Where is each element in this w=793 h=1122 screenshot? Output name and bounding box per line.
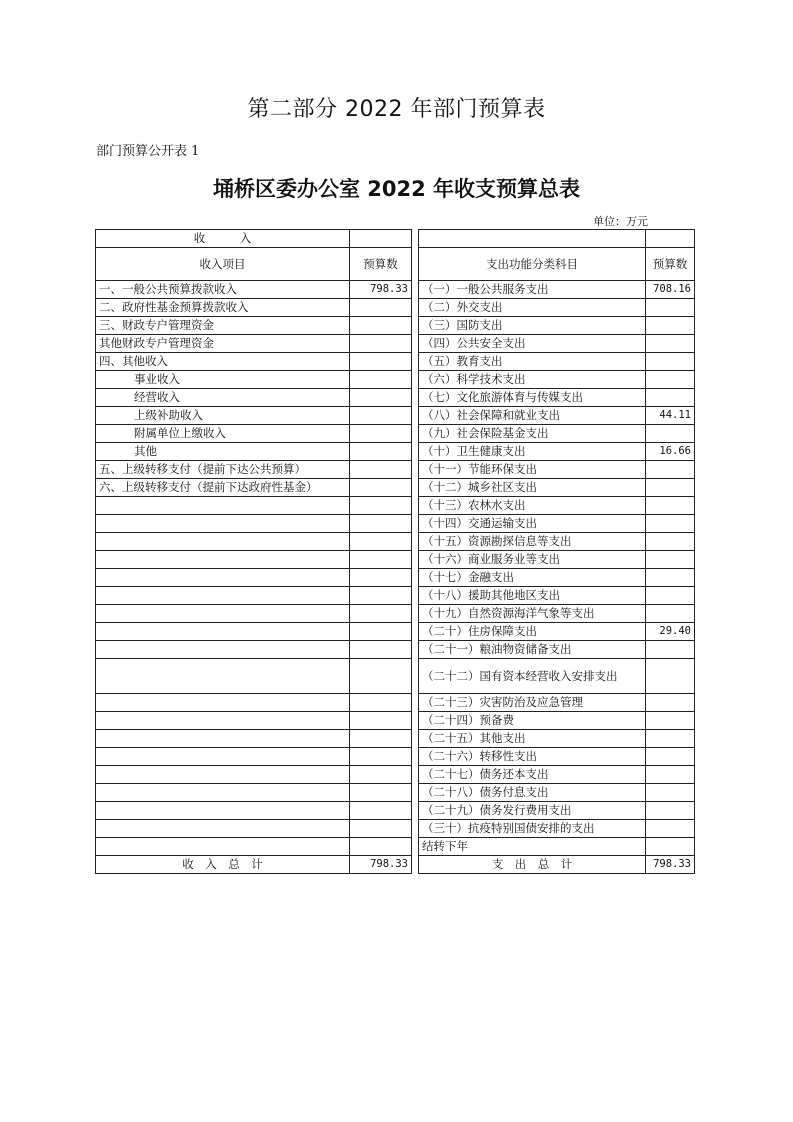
column-gap bbox=[412, 299, 419, 317]
table-number: 部门预算公开表 1 bbox=[96, 144, 200, 159]
income-item-cell: 其他 bbox=[96, 443, 350, 461]
column-gap bbox=[412, 605, 419, 623]
table-row bbox=[96, 802, 695, 820]
column-gap bbox=[412, 820, 419, 838]
expense-item-cell: （十二）城乡社区支出 bbox=[419, 479, 646, 497]
income-amount-cell bbox=[350, 605, 412, 623]
column-gap bbox=[412, 407, 419, 425]
expense-amount-cell bbox=[646, 659, 695, 694]
income-item-cell: 二、政府性基金预算拨款收入 bbox=[96, 299, 350, 317]
table-row bbox=[96, 605, 695, 623]
budget-table-body bbox=[96, 230, 695, 856]
income-item-cell bbox=[96, 497, 350, 515]
income-amount-cell bbox=[350, 659, 412, 694]
column-gap bbox=[412, 712, 419, 730]
table-row bbox=[96, 694, 695, 712]
column-gap bbox=[412, 551, 419, 569]
expense-amount-cell bbox=[646, 569, 695, 587]
table-row bbox=[96, 712, 695, 730]
table-row bbox=[96, 515, 695, 533]
income-item-cell bbox=[96, 784, 350, 802]
expense-item-cell: （二十八）债务付息支出 bbox=[419, 784, 646, 802]
header-row-columns bbox=[96, 248, 695, 281]
table-row bbox=[96, 784, 695, 802]
expense-amount-cell bbox=[646, 461, 695, 479]
income-item-cell: 四、其他收入 bbox=[96, 353, 350, 371]
expense-total-amount: 798.33 bbox=[646, 856, 695, 874]
income-amount-cell bbox=[350, 371, 412, 389]
expense-amount-cell bbox=[646, 335, 695, 353]
column-gap bbox=[412, 766, 419, 784]
income-item-cell bbox=[96, 694, 350, 712]
expense-amount-cell: 16.66 bbox=[646, 443, 695, 461]
income-amount-cell bbox=[350, 425, 412, 443]
income-item-cell bbox=[96, 641, 350, 659]
expense-item-cell: （五）教育支出 bbox=[419, 353, 646, 371]
income-item-cell bbox=[96, 730, 350, 748]
expense-amount-cell bbox=[646, 497, 695, 515]
income-item-cell: 上级补助收入 bbox=[96, 407, 350, 425]
column-gap bbox=[412, 784, 419, 802]
table-row bbox=[96, 533, 695, 551]
expense-total-label: 支 出 总 计 bbox=[419, 856, 646, 874]
expense-amount-cell bbox=[646, 694, 695, 712]
expense-amount-cell bbox=[646, 748, 695, 766]
table-row bbox=[96, 479, 695, 497]
column-gap bbox=[412, 515, 419, 533]
income-item-cell bbox=[96, 515, 350, 533]
expense-amount-cell bbox=[646, 730, 695, 748]
column-gap bbox=[412, 248, 419, 281]
column-gap bbox=[412, 838, 419, 856]
expense-amount-cell bbox=[646, 820, 695, 838]
expense-item-cell: （七）文化旅游体育与传媒支出 bbox=[419, 389, 646, 407]
column-gap bbox=[412, 533, 419, 551]
expense-item-cell: （一）一般公共服务支出 bbox=[419, 281, 646, 299]
income-amount-cell bbox=[350, 551, 412, 569]
table-row bbox=[96, 569, 695, 587]
expense-amount-cell: 708.16 bbox=[646, 281, 695, 299]
expense-item-cell: （十一）节能环保支出 bbox=[419, 461, 646, 479]
expense-item-cell: （十）卫生健康支出 bbox=[419, 443, 646, 461]
expense-amount-cell bbox=[646, 587, 695, 605]
expense-item-cell: （十七）金融支出 bbox=[419, 569, 646, 587]
unit-label: 单位：万元 bbox=[593, 215, 648, 228]
expense-amount-cell: 44.11 bbox=[646, 407, 695, 425]
column-gap bbox=[412, 694, 419, 712]
expense-item-cell: （九）社会保险基金支出 bbox=[419, 425, 646, 443]
income-item-cell: 附属单位上缴收入 bbox=[96, 425, 350, 443]
column-gap bbox=[412, 335, 419, 353]
column-gap bbox=[412, 371, 419, 389]
expense-amount-cell bbox=[646, 838, 695, 856]
column-gap bbox=[412, 623, 419, 641]
expense-item-cell: （十三）农林水支出 bbox=[419, 497, 646, 515]
income-amount-cell bbox=[350, 407, 412, 425]
table-row bbox=[96, 317, 695, 335]
expense-item-cell: （十四）交通运输支出 bbox=[419, 515, 646, 533]
column-gap bbox=[412, 317, 419, 335]
income-item-cell bbox=[96, 659, 350, 694]
column-gap bbox=[412, 461, 419, 479]
table-row bbox=[96, 389, 695, 407]
column-gap bbox=[412, 641, 419, 659]
expense-item-cell: 结转下年 bbox=[419, 838, 646, 856]
income-item-cell bbox=[96, 623, 350, 641]
column-gap bbox=[412, 389, 419, 407]
expense-item-cell: （二）外交支出 bbox=[419, 299, 646, 317]
income-item-cell bbox=[96, 569, 350, 587]
income-amount-cell bbox=[350, 623, 412, 641]
expense-amount-cell bbox=[646, 389, 695, 407]
expense-item-header: 支出功能分类科目 bbox=[419, 248, 646, 281]
expense-item-cell: （二十四）预备费 bbox=[419, 712, 646, 730]
income-amount-cell bbox=[350, 569, 412, 587]
column-gap bbox=[412, 425, 419, 443]
table-row bbox=[96, 443, 695, 461]
budget-summary-table bbox=[95, 229, 695, 874]
income-item-cell: 三、财政专户管理资金 bbox=[96, 317, 350, 335]
income-amount-cell bbox=[350, 461, 412, 479]
expense-item-cell: （二十一）粮油物资储备支出 bbox=[419, 641, 646, 659]
income-amount-cell bbox=[350, 712, 412, 730]
income-item-cell bbox=[96, 748, 350, 766]
income-item-cell: 经营收入 bbox=[96, 389, 350, 407]
expense-item-cell: （八）社会保障和就业支出 bbox=[419, 407, 646, 425]
column-gap bbox=[412, 281, 419, 299]
income-amount-cell bbox=[350, 641, 412, 659]
income-item-cell bbox=[96, 802, 350, 820]
income-amount-cell bbox=[350, 587, 412, 605]
expense-amount-cell bbox=[646, 551, 695, 569]
expense-item-cell: （二十五）其他支出 bbox=[419, 730, 646, 748]
column-gap bbox=[412, 748, 419, 766]
income-amount-cell bbox=[350, 515, 412, 533]
table-row bbox=[96, 407, 695, 425]
income-group-header: 收 入 bbox=[96, 230, 350, 248]
income-item-cell: 六、上级转移支付（提前下达政府性基金） bbox=[96, 479, 350, 497]
column-gap bbox=[412, 856, 419, 874]
expense-item-cell: （十五）资源勘探信息等支出 bbox=[419, 533, 646, 551]
income-amount-cell bbox=[350, 389, 412, 407]
table-row bbox=[96, 461, 695, 479]
income-amount-cell bbox=[350, 317, 412, 335]
header-empty-cell bbox=[646, 230, 695, 248]
income-amount-cell bbox=[350, 497, 412, 515]
table-row bbox=[96, 353, 695, 371]
table-row bbox=[96, 497, 695, 515]
expense-amount-cell bbox=[646, 317, 695, 335]
income-item-cell: 事业收入 bbox=[96, 371, 350, 389]
expense-amount-cell bbox=[646, 479, 695, 497]
income-amount-cell bbox=[350, 820, 412, 838]
income-amount-cell bbox=[350, 299, 412, 317]
income-item-header: 收入项目 bbox=[96, 248, 350, 281]
expense-item-cell: （十九）自然资源海洋气象等支出 bbox=[419, 605, 646, 623]
column-gap bbox=[412, 497, 419, 515]
income-item-cell bbox=[96, 533, 350, 551]
income-amount-cell bbox=[350, 335, 412, 353]
header-empty-cell bbox=[350, 230, 412, 248]
column-gap bbox=[412, 353, 419, 371]
income-item-cell bbox=[96, 820, 350, 838]
budget-table-title: 埇桥区委办公室 2022 年收支预算总表 bbox=[212, 177, 581, 201]
table-row bbox=[96, 551, 695, 569]
table-row bbox=[96, 371, 695, 389]
header-row-group bbox=[96, 230, 695, 248]
table-row bbox=[96, 587, 695, 605]
expense-item-cell: （四）公共安全支出 bbox=[419, 335, 646, 353]
income-amount-cell bbox=[350, 533, 412, 551]
expense-amount-cell bbox=[646, 802, 695, 820]
table-row bbox=[96, 281, 695, 299]
expense-item-cell: （十六）商业服务业等支出 bbox=[419, 551, 646, 569]
table-row bbox=[96, 820, 695, 838]
expense-amount-cell bbox=[646, 605, 695, 623]
column-gap bbox=[412, 730, 419, 748]
income-amount-cell bbox=[350, 802, 412, 820]
expense-item-cell: （二十六）转移性支出 bbox=[419, 748, 646, 766]
column-gap bbox=[412, 659, 419, 694]
income-item-cell: 一、一般公共预算拨款收入 bbox=[96, 281, 350, 299]
expense-amount-cell bbox=[646, 784, 695, 802]
expense-amount-cell bbox=[646, 641, 695, 659]
income-item-cell bbox=[96, 838, 350, 856]
income-amount-cell bbox=[350, 694, 412, 712]
income-item-cell: 其他财政专户管理资金 bbox=[96, 335, 350, 353]
table-row bbox=[96, 730, 695, 748]
income-item-cell bbox=[96, 587, 350, 605]
table-row bbox=[96, 425, 695, 443]
column-gap bbox=[412, 587, 419, 605]
header-empty-cell bbox=[419, 230, 646, 248]
income-item-cell bbox=[96, 766, 350, 784]
table-row bbox=[96, 748, 695, 766]
column-gap bbox=[412, 569, 419, 587]
income-item-cell bbox=[96, 551, 350, 569]
column-gap bbox=[412, 230, 419, 248]
part-title: 第二部分 2022 年部门预算表 bbox=[247, 97, 546, 122]
table-row bbox=[96, 623, 695, 641]
table-row bbox=[96, 838, 695, 856]
income-amount-cell: 798.33 bbox=[350, 281, 412, 299]
income-amount-cell bbox=[350, 838, 412, 856]
expense-amount-cell bbox=[646, 353, 695, 371]
expense-amount-cell: 29.40 bbox=[646, 623, 695, 641]
income-item-cell bbox=[96, 712, 350, 730]
expense-amount-header: 预算数 bbox=[646, 248, 695, 281]
income-amount-cell bbox=[350, 748, 412, 766]
expense-amount-cell bbox=[646, 425, 695, 443]
expense-amount-cell bbox=[646, 766, 695, 784]
income-item-cell bbox=[96, 605, 350, 623]
income-total-label: 收 入 总 计 bbox=[96, 856, 350, 874]
income-amount-cell bbox=[350, 353, 412, 371]
column-gap bbox=[412, 479, 419, 497]
expense-amount-cell bbox=[646, 712, 695, 730]
expense-amount-cell bbox=[646, 299, 695, 317]
table-row bbox=[96, 335, 695, 353]
expense-amount-cell bbox=[646, 371, 695, 389]
table-row bbox=[96, 641, 695, 659]
expense-item-cell: （三十）抗疫特别国债安排的支出 bbox=[419, 820, 646, 838]
income-item-cell: 五、上级转移支付（提前下达公共预算） bbox=[96, 461, 350, 479]
table-row bbox=[96, 659, 695, 694]
column-gap bbox=[412, 802, 419, 820]
income-amount-header: 预算数 bbox=[350, 248, 412, 281]
income-amount-cell bbox=[350, 784, 412, 802]
expense-item-cell: （二十九）债务发行费用支出 bbox=[419, 802, 646, 820]
expense-item-cell: （二十七）债务还本支出 bbox=[419, 766, 646, 784]
expense-item-cell: （十八）援助其他地区支出 bbox=[419, 587, 646, 605]
table-row bbox=[96, 766, 695, 784]
column-gap bbox=[412, 443, 419, 461]
expense-item-cell: （三）国防支出 bbox=[419, 317, 646, 335]
income-amount-cell bbox=[350, 479, 412, 497]
totals-row bbox=[96, 856, 695, 874]
income-amount-cell bbox=[350, 730, 412, 748]
expense-amount-cell bbox=[646, 515, 695, 533]
income-amount-cell bbox=[350, 443, 412, 461]
income-amount-cell bbox=[350, 766, 412, 784]
expense-item-cell: （二十二）国有资本经营收入安排支出 bbox=[419, 659, 646, 694]
expense-amount-cell bbox=[646, 533, 695, 551]
expense-item-cell: （六）科学技术支出 bbox=[419, 371, 646, 389]
expense-item-cell: （二十三）灾害防治及应急管理 bbox=[419, 694, 646, 712]
table-row bbox=[96, 299, 695, 317]
income-total-amount: 798.33 bbox=[350, 856, 412, 874]
expense-item-cell: （二十）住房保障支出 bbox=[419, 623, 646, 641]
